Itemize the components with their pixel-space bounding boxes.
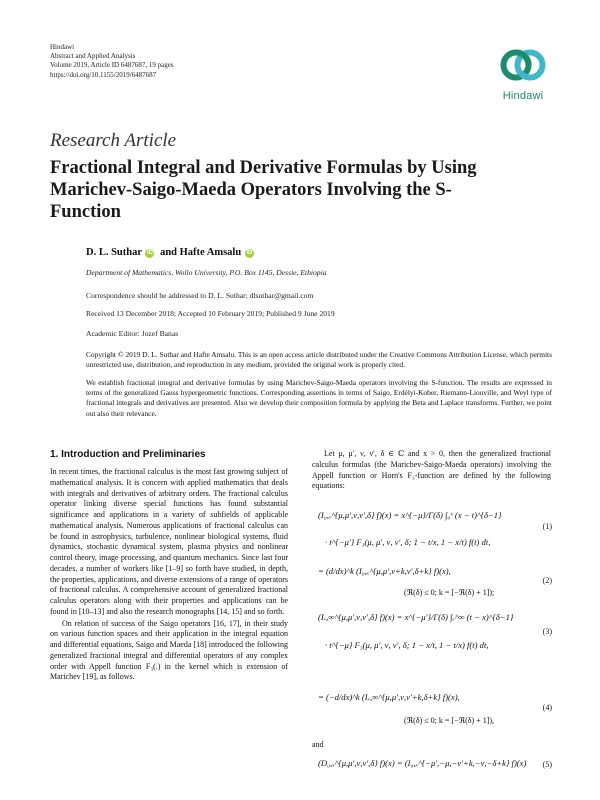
academic-editor: Academic Editor: Jozef Banas — [86, 329, 179, 338]
doi-link[interactable]: https://doi.org/10.1155/2019/6487687 — [50, 70, 157, 79]
article-type: Research Article — [50, 130, 177, 151]
equation-number: (2) — [542, 576, 552, 585]
journal-header — [50, 43, 174, 80]
equation-3-line-2: · t^{−μ} F₃(μ, μ′, ν, ν′, δ; 1 − x/t, 1 − t/x) f(t) dt, — [325, 640, 489, 650]
orcid-icon[interactable]: iD — [146, 250, 153, 256]
copyright-notice: Copyright © 2019 D. L. Suthar and Hafte Amsalu. This is an open access article distributed under the Creative Commons Attribution License, which permits unrestricted use, distribution, and reproduction in any medium, provided the original work is properly cited. — [86, 350, 552, 370]
volume-line: Volume 2019, Article ID 6487687, 19 pages — [50, 61, 174, 70]
equation-number: (1) — [542, 522, 552, 531]
publication-dates: Received 13 December 2018; Accepted 10 February 2019; Published 9 June 2019 — [86, 309, 335, 318]
author-1: D. L. Suthar — [86, 247, 142, 258]
equation-1-line-1: (I₀,ₓ^{μ,μ′,ν,ν′,δ} f)(x) = x^{−μ}/Γ(δ) ∫₀ˣ (x − t)^{δ−1} — [318, 510, 502, 520]
paragraph: On relation of success of the Saigo operators [16, 17], in their study on various function spaces and their application in the integral equation and differential equations, Saigo and Maeda [18] introduced the following generalized fractional integral and differential operators of any complex order with Appell function F₃(.) in the kernel which is extension of Marichev [19], as follows. — [50, 618, 288, 682]
correspondence: Correspondence should be addressed to D. L. Suthar; dlsuthar@gmail.com — [86, 291, 314, 300]
hindawi-logo — [494, 46, 552, 102]
hindawi-rings-icon — [494, 46, 552, 84]
equation-number: (3) — [542, 627, 552, 636]
equation-4-line-1: = (−d/dx)^k (Iₓ,∞^{μ,μ′,ν,ν′+k,δ+k} f)(x), — [318, 692, 460, 702]
section-heading: 1. Introduction and Preliminaries — [50, 449, 206, 460]
author-list — [86, 247, 257, 258]
equation-1-line-2: · t^{−μ′} F₃(μ, μ′, ν, ν′, δ; 1 − t/x, 1 − x/t) f(t) dt, — [325, 537, 491, 547]
author-separator: and — [160, 247, 178, 258]
author-2: Hafte Amsalu — [179, 247, 242, 258]
equation-4-condition: (ℜ(δ) ≤ 0; k = [−ℜ(δ) + 1]), — [404, 716, 495, 725]
equation-3-line-1: (Iₓ,∞^{μ,μ′,ν,ν′,δ} f)(x) = x^{−μ′}/Γ(δ) ∫ₓ^∞ (t − x)^{δ−1} — [318, 612, 514, 622]
paragraph: In recent times, the fractional calculus is the most fast growing subject of mathematical analysis. It is concern with applied mathematics that deals with integrals and derivatives of arbitrary orders. The fractional calculus operator linking diverse special functions has found substantial significance and applications in a variety of subfields of applicable mathematical analysis. Numerous applications of fractional calculus can be found in astrophysics, turbulence, nonlinear biological systems, fluid dynamics, stochastic dynamical system, plasma physics and nonlinear control theory, image processing, and quantum mechanics. Since last four decades, a number of workers like [1–9] so forth have studied, in depth, the properties, applications, and diverse extensions of a range of operators of fractional calculus. A comprehensive account of generalized fractional calculus operators along with their properties and applications can be found in [10–13] and also the research monographs [14, 15] and so forth. — [50, 467, 288, 616]
right-column-intro — [312, 449, 551, 492]
publisher-name: Hindawi — [50, 43, 75, 51]
conjunction: and — [312, 740, 324, 749]
left-column — [50, 467, 288, 683]
orcid-icon[interactable]: iD — [246, 250, 253, 256]
journal-name: Abstract and Applied Analysis — [50, 52, 136, 61]
article-title: Fractional Integral and Derivative Formulas by Using Marichev-Saigo-Maeda Operators Involving the S-Function — [50, 158, 477, 222]
equation-5-line-1: (D₀,ₓ^{μ,μ′,ν,ν′,δ} f)(x) = (I₀,ₓ^{−μ′,−μ,−ν′+k,−ν,−δ+k} f)(x) — [318, 758, 527, 768]
affiliation: Department of Mathematics, Wollo University, P.O. Box 1145, Dessie, Ethiopia — [86, 268, 327, 277]
equation-2-line-1: = (d/dx)^k (I₀,ₓ^{μ,μ′,ν+k,ν′,δ+k} f)(x), — [318, 566, 451, 576]
equation-number: (4) — [542, 703, 552, 712]
abstract: We establish fractional integral and derivative formulas by using Marichev-Saigo-Maeda operators involving the S-function. The results are expressed in terms of the generalized Gauss hypergeometric functions. Corresponding assertions in terms of Saigo, Erdélyi-Kober, Riemann-Liouville, and Weyl type of fractional integrals and derivatives are presented. Also we develop their composition formula by applying the Beta and Laplace transforms. Further, we point out also their relevance. — [86, 378, 552, 418]
equation-number: (5) — [542, 760, 552, 769]
logo-wordmark: Hindawi — [502, 90, 544, 102]
paragraph: Let μ, μ′, ν, ν′, δ ∈ ℂ and x > 0, then the generalized fractional calculus formulas (the Marichev-Saigo-Maeda operators) involving the Appell function or Horn's F₃-function are defined by the following equations: — [312, 449, 551, 491]
equation-2-condition: (ℜ(δ) ≤ 0; k = [−ℜ(δ) + 1]); — [404, 588, 495, 597]
